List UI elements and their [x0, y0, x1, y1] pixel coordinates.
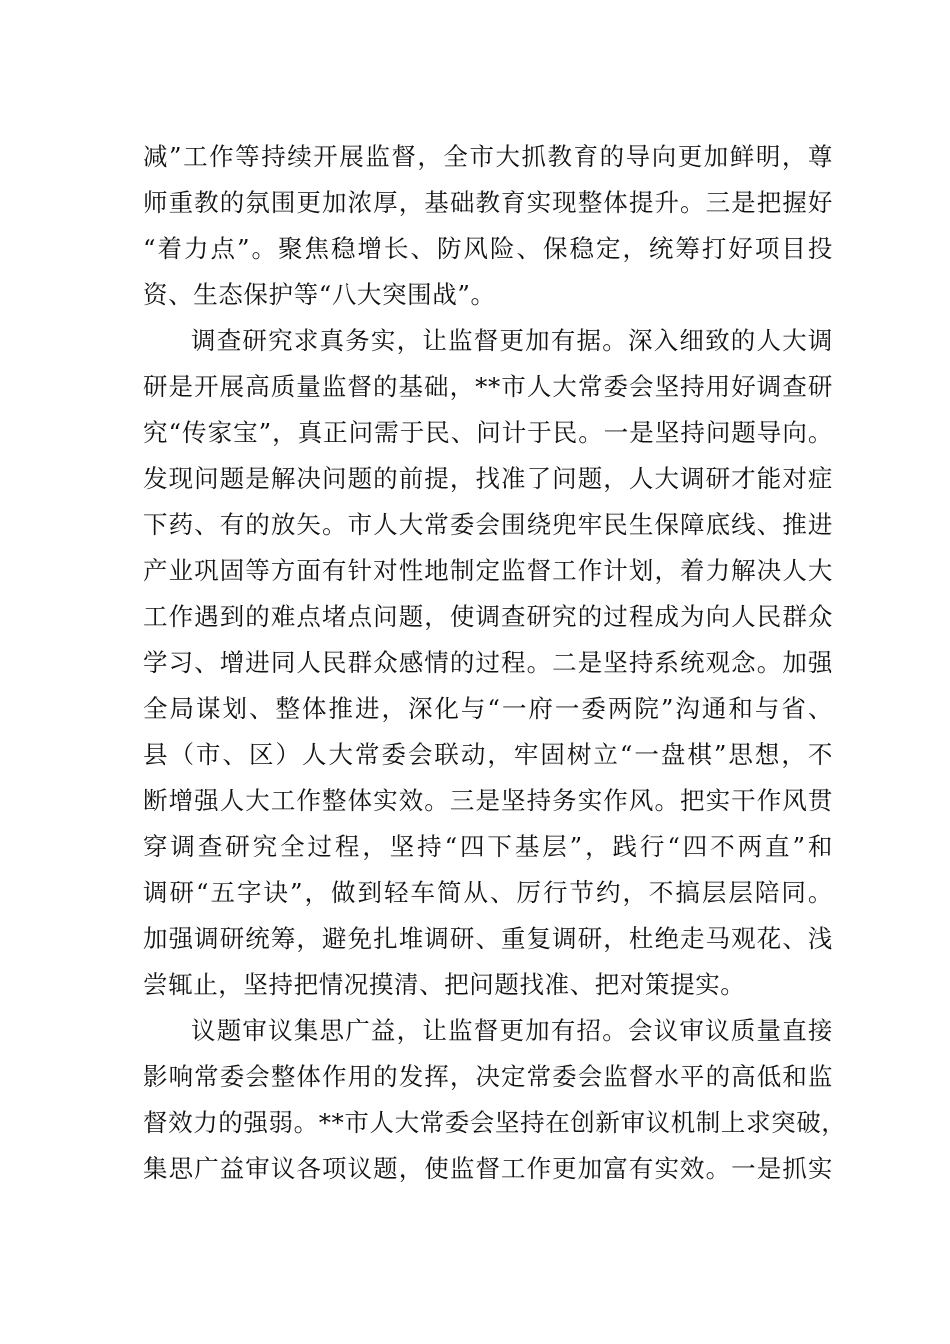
text-line: 督效力的强弱。**市人大常委会坚持在创新审议机制上求突破， — [143, 1108, 847, 1137]
text-line: 减”工作等持续开展监督，全市大抓教育的导向更加鲜明，尊 — [143, 142, 833, 171]
text-line: 集思广益审议各项议题，使监督工作更加富有实效。一是抓实 — [143, 1154, 833, 1183]
text-line: 下药、有的放矢。市人大常委会围绕兜牢民生保障底线、推进 — [143, 510, 833, 539]
text-line: 县（市、区）人大常委会联动，牢固树立“一盘棋”思想，不 — [143, 740, 833, 769]
text-line: 研是开展高质量监督的基础，**市人大常委会坚持用好调查研 — [143, 372, 833, 401]
text-line: 全局谋划、整体推进，深化与“一府一委两院”沟通和与省、 — [143, 694, 833, 723]
paragraph-first-line: 议题审议集思广益，让监督更加有招。会议审议质量直接 — [191, 1016, 833, 1045]
text-line: 师重教的氛围更加浓厚，基础教育实现整体提升。三是把握好 — [143, 188, 833, 217]
text-line: 究“传家宝”，真正问需于民、问计于民。一是坚持问题导向。 — [143, 418, 833, 447]
text-line: 学习、增进同人民群众感情的过程。二是坚持系统观念。加强 — [143, 648, 833, 677]
text-line: 尝辄止，坚持把情况摸清、把问题找准、把对策提实。 — [143, 970, 746, 999]
text-line: 穿调查研究全过程，坚持“四下基层”，践行“四不两直”和 — [143, 832, 833, 861]
text-line: 断增强人大工作整体实效。三是坚持务实作风。把实干作风贯 — [143, 786, 833, 815]
text-line: 资、生态保护等“八大突围战”。 — [143, 280, 496, 309]
paragraph-first-line: 调查研究求真务实，让监督更加有据。深入细致的人大调 — [191, 326, 833, 355]
text-line: 调研“五字诀”，做到轻车简从、厉行节约，不搞层层陪同。 — [143, 878, 833, 907]
text-line: 产业巩固等方面有针对性地制定监督工作计划，着力解决人大 — [143, 556, 833, 585]
text-line: 加强调研统筹，避免扎堆调研、重复调研，杜绝走马观花、浅 — [143, 924, 833, 953]
text-line: “着力点”。聚焦稳增长、防风险、保稳定，统筹打好项目投 — [143, 234, 833, 263]
text-line: 发现问题是解决问题的前提，找准了问题，人大调研才能对症 — [143, 464, 833, 493]
text-line: 影响常委会整体作用的发挥，决定常委会监督水平的高低和监 — [143, 1062, 833, 1091]
text-line: 工作遇到的难点堵点问题，使调查研究的过程成为向人民群众 — [143, 602, 833, 631]
